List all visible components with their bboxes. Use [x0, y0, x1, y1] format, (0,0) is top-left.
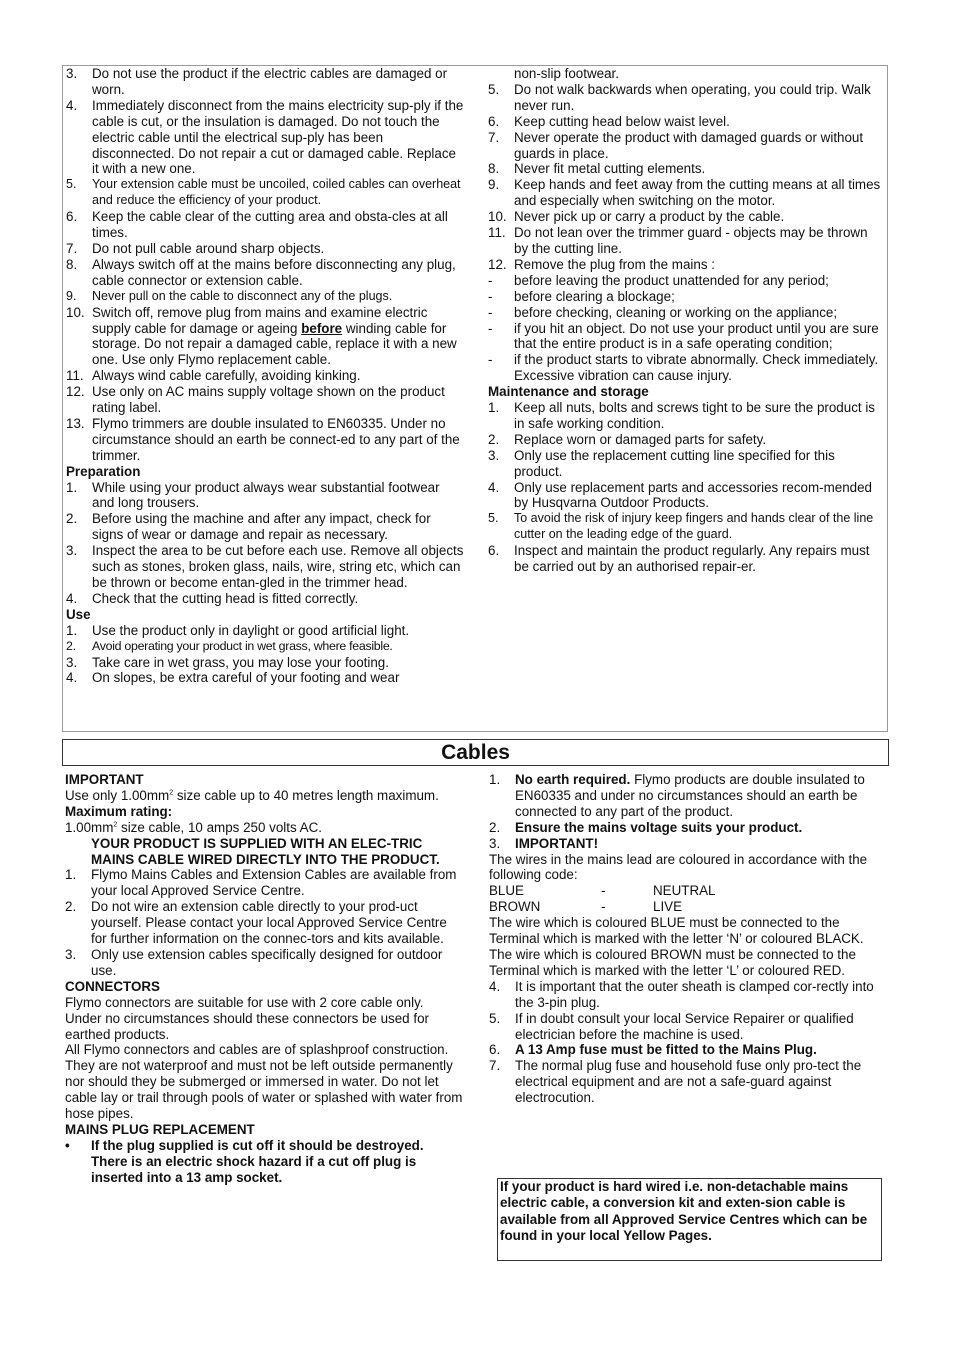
- list-item: 6. Keep the cable clear of the cutting area and obsta-cles at all times.: [66, 209, 448, 241]
- connectors-heading: CONNECTORS: [65, 978, 160, 994]
- supplied-notice: YOUR PRODUCT IS SUPPLIED WITH AN ELEC-TRIC MAINS CABLE WIRED DIRECTLY INTO THE PRODUCT.: [91, 835, 440, 867]
- list-item: 9. Keep hands and feet away from the cutting means at all times and especially when switching on the motor.: [488, 177, 881, 209]
- safety-column-left: [66, 66, 464, 686]
- list-item: 3. Inspect the area to be cut before each use. Remove all objects such as stones, broken glass, nails, wire, string etc, which can be thrown or become entan-gled in the trimmer head.: [66, 543, 464, 590]
- list-item: 7. Do not pull cable around sharp objects.: [66, 240, 325, 256]
- list-item: 3. Do not use the product if the electric cables are damaged or worn.: [66, 66, 448, 97]
- list-item: 12. Use only on AC mains supply voltage shown on the product rating label.: [66, 384, 445, 416]
- list-item: 3. Only use extension cables specifically designed for outdoor use.: [65, 946, 443, 978]
- list-item: - before leaving the product unattended for any period;: [488, 272, 829, 288]
- list-item: 1. Flymo Mains Cables and Extension Cables are available from your local Approved Service Centre.: [65, 867, 457, 899]
- list-item: 4. Only use replacement parts and accessories recom-mended by Husqvarna Outdoor Products.: [488, 479, 872, 511]
- continued-text: non-slip footwear.: [514, 66, 619, 81]
- list-item: 1. Keep all nuts, bolts and screws tight to be sure the product is in safe working condition.: [488, 400, 876, 431]
- connectors-paragraph: All Flymo connectors and cables are of splashproof construction. They are not waterproof and must not be left outside permanently nor should they be submerged or immersed in water. Do not let cable lay or trail through pools of water or splashed with water from hose pipes.: [65, 1042, 463, 1122]
- list-item: - before clearing a blockage;: [488, 288, 675, 304]
- list-item: 6. Inspect and maintain the product regularly. Any repairs must be carried out by an authorised repair-er.: [488, 543, 870, 575]
- emphasis-before: before: [301, 320, 343, 336]
- list-item: 6. Keep cutting head below waist level.: [488, 113, 730, 129]
- hard-wired-note: If your product is hard wired i.e. non-detachable mains electric cable, a conversion kit and exten-sion cable is available from all Approved Service Centres which can be found in your local Yellow Pages.: [497, 1178, 882, 1261]
- list-item: 8. Always switch off at the mains before disconnecting any plug, cable connector or extension cable.: [66, 256, 456, 288]
- list-item: 10. Switch off, remove plug from mains and examine electric supply cable for damage or ageing before winding cable for storage. Do not repair a damaged cable, replace it with a new one. Use only Flymo replacement cable.: [66, 304, 457, 368]
- list-item: 5. To avoid the risk of injury keep fingers and hands clear of the line cutter on the leading edge of the guard.: [488, 511, 874, 542]
- list-item: 2. Before using the machine and after any impact, check for signs of wear or damage and repair as necessary.: [66, 511, 431, 543]
- list-item: 9. Never pull on the cable to disconnect any of the plugs.: [66, 288, 393, 303]
- list-item: 5. If in doubt consult your local Service Repairer or qualified electrician before the machine is used.: [489, 1010, 854, 1042]
- wires-paragraph: The wire which is coloured BLUE must be connected to the Terminal which is marked with the letter ‘N’ or coloured BLACK. The wire which is coloured BROWN must be connected to the Terminal which is marked with the letter ‘L’ or coloured RED.: [489, 915, 864, 978]
- cables-column-right: [489, 772, 887, 1106]
- list-item: 1. Use the product only in daylight or good artificial light.: [66, 622, 410, 638]
- list-item: • If the plug supplied is cut off it should be destroyed. There is an electric shock hazard if a cut off plug is inserted into a 13 amp socket.: [65, 1137, 424, 1185]
- list-item: 8. Never fit metal cutting elements.: [488, 161, 706, 177]
- list-item: - if the product starts to vibrate abnormally. Check immediately. Excessive vibration can cause injury.: [488, 352, 879, 384]
- list-item: 7. The normal plug fuse and household fuse only pro-tect the electrical equipment and are not a safe-guard against electrocution.: [489, 1058, 862, 1106]
- list-item: 2. Replace worn or damaged parts for safety.: [488, 431, 767, 447]
- list-item: 1. While using your product always wear substantial footwear and long trousers.: [66, 479, 440, 511]
- maintenance-heading: Maintenance and storage: [488, 384, 649, 400]
- list-item: 5. Do not walk backwards when operating, you could trip. Walk never run.: [488, 81, 871, 113]
- list-item: 13. Flymo trimmers are double insulated to EN60335. Under no circumstance should an earth be connect-ed to any part of the trimmer.: [66, 415, 460, 463]
- list-item: 2. Ensure the mains voltage suits your product.: [489, 819, 803, 835]
- list-item: 4. It is important that the outer sheath is clamped cor-rectly into the 3-pin plug.: [489, 978, 874, 1010]
- safety-column-right: [488, 66, 884, 575]
- list-item: 4. Immediately disconnect from the mains electricity sup-ply if the cable is cut, or the insulation is damaged. Do not touch the electric cable until the electrical sup-ply has been disconnected. Do not repair a cut or damaged cable. Replace it with a new one.: [66, 97, 464, 177]
- cables-title: Cables: [62, 739, 889, 766]
- list-item: - if you hit an object. Do not use your product until you are sure that the entire product is in a safe operating condition;: [488, 320, 879, 352]
- maximum-rating-text: $1.00mm^2$ size cable, 10 amps 250 volts AC.: [65, 819, 322, 835]
- list-item: 5. Your extension cable must be uncoiled, coiled cables can overheat and reduce the efficiency of your product.: [66, 177, 461, 208]
- list-item: 4. On slopes, be extra careful of your footing and wear: [66, 670, 400, 686]
- list-item: 2. Do not wire an extension cable directly to your prod-uct yourself. Please contact your local Approved Service Centre for further information on the connec-tors and kits available.: [65, 899, 447, 947]
- list-item: 3. IMPORTANT!: [489, 835, 599, 851]
- connectors-paragraph: Flymo connectors are suitable for use with 2 core cable only. Under no circumstances should these connectors be used for earthed products.: [65, 994, 429, 1042]
- list-item: - before checking, cleaning or working on the appliance;: [488, 304, 838, 320]
- list-item: 7. Never operate the product with damaged guards or without guards in place.: [488, 129, 864, 161]
- important-text: Use only $1.00mm^2$ size cable up to 40 metres length maximum.: [65, 787, 439, 803]
- important-heading: IMPORTANT: [65, 772, 144, 787]
- preparation-heading: Preparation: [66, 463, 141, 479]
- list-item: 3. Only use the replacement cutting line specified for this product.: [488, 447, 835, 479]
- use-heading: Use: [66, 606, 91, 622]
- list-item: 4. Check that the cutting head is fitted correctly.: [66, 590, 359, 606]
- maximum-rating-heading: Maximum rating:: [65, 803, 173, 819]
- wires-intro: The wires in the mains lead are coloured in accordance with the following code:: [489, 851, 868, 883]
- list-item: 2. Avoid operating your product in wet grass, where feasible.: [66, 638, 393, 653]
- list-item: 1. No earth required. Flymo products are double insulated to EN60335 and under no circumstances should an earth be connected to any part of the product.: [489, 772, 865, 819]
- list-item: 12. Remove the plug from the mains :: [488, 256, 715, 272]
- wire-code-row: BLUE - NEUTRAL: [489, 883, 716, 899]
- list-item: 11. Always wind cable carefully, avoiding kinking.: [66, 368, 361, 384]
- list-item: 10. Never pick up or carry a product by the cable.: [488, 209, 785, 225]
- wire-code-row: BROWN - LIVE: [489, 899, 683, 915]
- cables-column-left: [65, 772, 463, 1186]
- mains-plug-heading: MAINS PLUG REPLACEMENT: [65, 1121, 255, 1137]
- list-item: 3. Take care in wet grass, you may lose your footing.: [66, 654, 389, 670]
- list-item: 11. Do not lean over the trimmer guard - objects may be thrown by the cutting line.: [488, 225, 868, 256]
- list-item: 6. A 13 Amp fuse must be fitted to the Mains Plug.: [489, 1042, 817, 1058]
